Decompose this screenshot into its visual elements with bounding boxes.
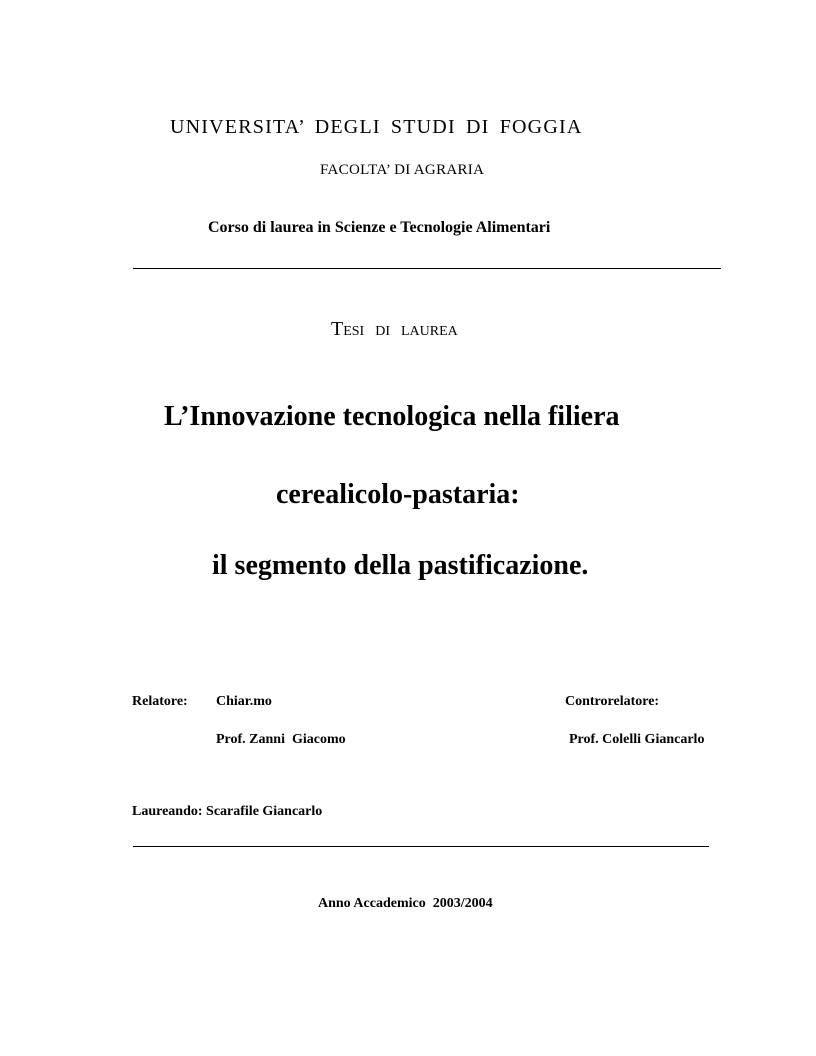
faculty-name: FACOLTA’ DI AGRARIA bbox=[320, 162, 485, 178]
academic-year: Anno Accademico 2003/2004 bbox=[318, 896, 493, 911]
relatore-name: Prof. Zanni Giacomo bbox=[216, 732, 346, 747]
laureando: Laureando: Scarafile Giancarlo bbox=[132, 804, 323, 819]
controrelatore-label: Controrelatore: bbox=[565, 694, 660, 709]
bottom-divider bbox=[133, 846, 709, 847]
thesis-title-line-1: L’Innovazione tecnologica nella filiera bbox=[164, 401, 620, 432]
relatore-label: Relatore: bbox=[132, 694, 188, 709]
relatore-title: Chiar.mo bbox=[216, 694, 272, 709]
thesis-title-line-2: cerealicolo-pastaria: bbox=[276, 479, 520, 510]
course-name: Corso di laurea in Scienze e Tecnologie Alimentari bbox=[208, 219, 551, 236]
top-divider bbox=[133, 268, 721, 269]
university-name: UNIVERSITA’ DEGLI STUDI DI FOGGIA bbox=[170, 116, 583, 138]
thesis-label: Tesi di laurea bbox=[331, 318, 458, 340]
controrelatore-name: Prof. Colelli Giancarlo bbox=[569, 732, 705, 747]
thesis-title-line-3: il segmento della pastificazione. bbox=[212, 550, 589, 581]
